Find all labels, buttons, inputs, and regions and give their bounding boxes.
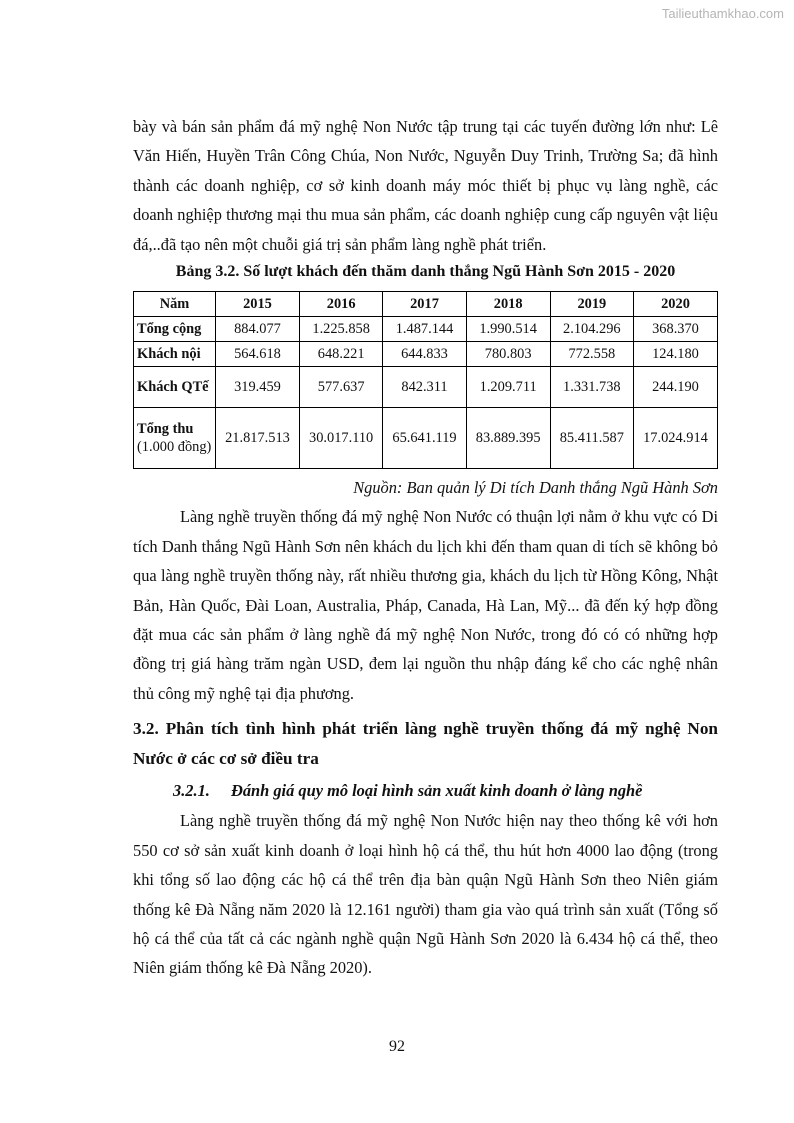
table-source: Nguồn: Ban quản lý Di tích Danh thắng Ngũ Hành Sơn [353,478,718,498]
page-number: 92 [389,1038,405,1055]
table-cell: 842.311 [383,367,466,408]
table-cell: 1.331.738 [550,367,633,408]
section-heading: 3.2. Phân tích tình hình phát triển làng nghề truyền thống đá mỹ nghệ Non Nước ở các cơ sở điều tra [133,719,718,769]
header-cell: 2019 [550,292,633,317]
table-cell: 772.558 [550,342,633,367]
row-label-unit: (1.000 đồng) [137,439,212,456]
table-cell: 368.370 [634,317,718,342]
header-cell: 2018 [466,292,550,317]
table-cell: 1.487.144 [383,317,466,342]
header-cell: 2020 [634,292,718,317]
table-header-row [134,292,718,317]
table-cell: 21.817.513 [216,408,300,469]
table-cell: 319.459 [216,367,300,408]
row-label: Tổng cộng [134,317,216,342]
table-row [134,342,718,367]
table-cell: 2.104.296 [550,317,633,342]
table-cell: 577.637 [299,367,382,408]
table-cell: 65.641.119 [383,408,466,469]
table-row [134,367,718,408]
table-cell: 83.889.395 [466,408,550,469]
row-label: Khách QTế [134,367,216,408]
intro-paragraph: bày và bán sản phẩm đá mỹ nghệ Non Nước tập trung tại các tuyến đường lớn như: Lê Văn Hiến, Huyền Trân Công Chúa, Non Nước, Nguyễn Duy Trinh, Trường Sa; đã hình thành các doanh nghiệp, cơ sở kinh doanh máy móc thiết bị phục vụ làng nghề, các doanh nghiệp thương mại thu mua sản phẩm, các doanh nghiệp cung cấp nguyên vật liệu đá,..đã tạo nên một chuỗi giá trị sản phẩm làng nghề phát triển. [133,117,718,254]
subsection-heading [133,776,718,806]
header-cell: 2016 [299,292,382,317]
watermark: Tailieuthamkhao.com [661,6,784,21]
header-cell-year: Năm [134,292,216,317]
subsection-title: Đánh giá quy mô loại hình sản xuất kinh doanh ở làng nghề [231,781,643,801]
table-cell: 30.017.110 [299,408,382,469]
table-cell: 17.024.914 [634,408,718,469]
table-cell: 124.180 [634,342,718,367]
header-cell: 2017 [383,292,466,317]
table-cell: 648.221 [299,342,382,367]
header-cell: 2015 [216,292,300,317]
table-caption: Bảng 3.2. Số lượt khách đến thăm danh thắng Ngũ Hành Sơn 2015 - 2020 [175,263,676,281]
table-cell: 1.225.858 [299,317,382,342]
table-cell: 780.803 [466,342,550,367]
table-cell: 564.618 [216,342,300,367]
table-cell: 85.411.587 [550,408,633,469]
subsection-number: 3.2.1. [173,781,210,801]
table-row [134,317,718,342]
table-cell: 244.190 [634,367,718,408]
table-cell: 644.833 [383,342,466,367]
page-content [133,112,718,983]
table-cell: 1.990.514 [466,317,550,342]
table-row [134,408,718,469]
table-cell: 884.077 [216,317,300,342]
visitors-table [133,291,718,469]
body-paragraph: Làng nghề truyền thống đá mỹ nghệ Non Nước hiện nay theo thống kê với hơn 550 cơ sở sản xuất kinh doanh ở loại hình hộ cá thể, thu hút hơn 4000 lao động (trong khi tổng số lao động các hộ cá thể trên địa bàn quận Ngũ Hành Sơn theo Niên giám thống kê Đà Nẵng năm 2020 là 12.161 người) tham gia vào quá trình sản xuất (Tổng số hộ cá thể của tất cả các ngành nghề quận Ngũ Hành Sơn 2020 là 6.434 hộ cá thể, theo Niên giám thống kê Đà Nẵng 2020). [133,811,718,978]
row-label-main: Tổng thu [137,421,194,438]
row-label [134,408,216,469]
table-cell: 1.209.711 [466,367,550,408]
body-paragraph: Làng nghề truyền thống đá mỹ nghệ Non Nước có thuận lợi nằm ở khu vực có Di tích Danh thắng Ngũ Hành Sơn nên khách du lịch khi đến tham quan di tích sẽ không bỏ qua làng nghề truyền thống này, rất nhiều thương gia, khách du lịch từ Hồng Kông, Nhật Bản, Hàn Quốc, Đài Loan, Australia, Pháp, Canada, Hà Lan, Mỹ... đã đến ký hợp đồng đặt mua các sản phẩm ở làng nghề đá mỹ nghệ Non Nước, trong đó có có những hợp đồng trị giá hàng trăm ngàn USD, đem lại nguồn thu nhập đáng kể cho các nghệ nhân thủ công mỹ nghệ tại địa phương. [133,507,718,703]
row-label: Khách nội [134,342,216,367]
